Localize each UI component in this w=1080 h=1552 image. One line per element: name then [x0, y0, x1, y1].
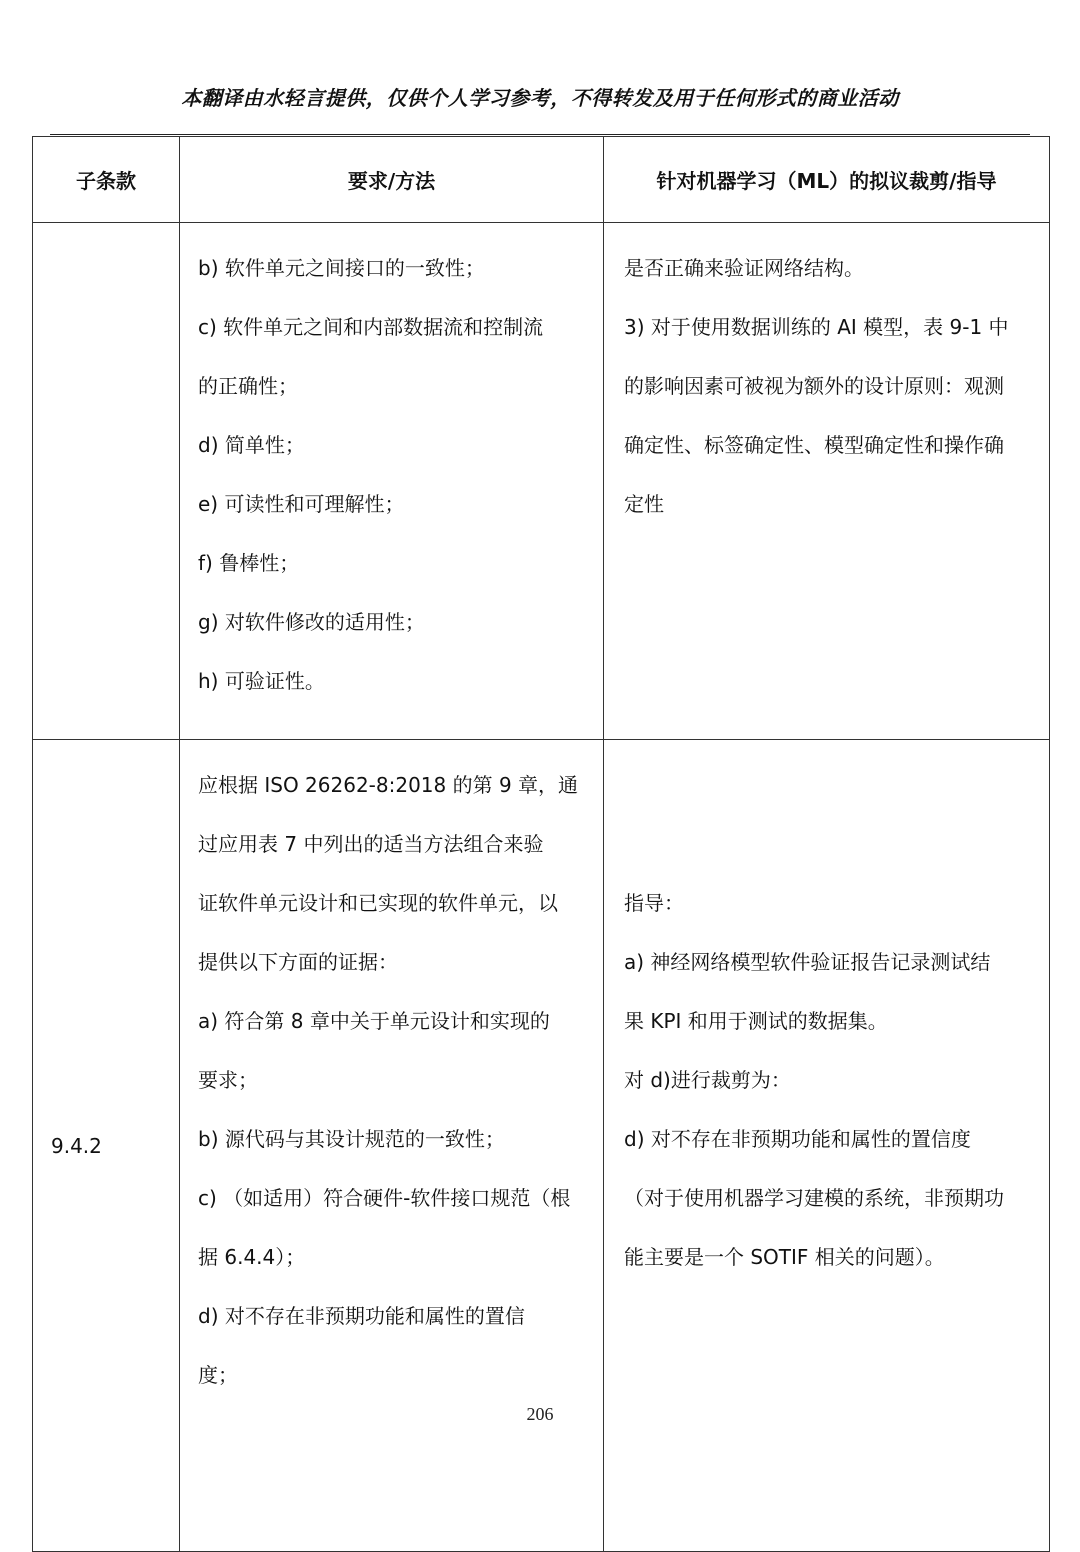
requirement-line: 过应用表 7 中列出的适当方法组合来验 [198, 832, 544, 856]
guidance-line: 果 KPI 和用于测试的数据集。 [624, 1009, 888, 1033]
clause-cell: 9.4.2 [33, 740, 180, 1552]
guidance-line: 的影响因素可被视为额外的设计原则：观测 [624, 374, 1004, 398]
requirement-line: d) 对不存在非预期功能和属性的置信 [198, 1304, 525, 1328]
table-row [33, 223, 1050, 740]
requirements-table [32, 136, 1050, 1552]
requirement-line: 要求； [198, 1068, 258, 1092]
requirement-line: 度； [198, 1363, 238, 1387]
guidance-cell [604, 740, 1050, 1552]
requirement-line: 证软件单元设计和已实现的软件单元，以 [198, 891, 558, 915]
requirement-line: g) 对软件修改的适用性； [198, 610, 425, 634]
requirement-line: b) 源代码与其设计规范的一致性； [198, 1127, 505, 1151]
guidance-line: 能主要是一个 SOTIF 相关的问题）。 [624, 1245, 945, 1269]
guidance-line: a) 神经网络模型软件验证报告记录测试结 [624, 950, 991, 974]
guidance-line: （对于使用机器学习建模的系统，非预期功 [624, 1186, 1004, 1210]
requirement-line: h) 可验证性。 [198, 669, 325, 693]
guidance-line: 是否正确来验证网络结构。 [624, 256, 864, 280]
requirement-cell [180, 740, 604, 1552]
requirement-line: d) 简单性； [198, 433, 305, 457]
header-guidance: 针对机器学习（ML）的拟议裁剪/指导 [604, 137, 1050, 223]
requirement-line: 应根据 ISO 26262-8:2018 的第 9 章，通 [198, 773, 579, 797]
requirement-line: a) 符合第 8 章中关于单元设计和实现的 [198, 1009, 550, 1033]
table-header-row [33, 137, 1050, 223]
requirement-line: c) 软件单元之间和内部数据流和控制流 [198, 315, 544, 339]
requirement-line: 据 6.4.4）； [198, 1245, 306, 1269]
requirement-line: b) 软件单元之间接口的一致性； [198, 256, 485, 280]
guidance-line: 3) 对于使用数据训练的 AI 模型，表 9-1 中 [624, 315, 1009, 339]
table-row [33, 740, 1050, 1552]
header-rule [50, 134, 1030, 135]
guidance-line: 确定性、标签确定性、模型确定性和操作确 [624, 433, 1004, 457]
page-number: 206 [526, 1404, 554, 1424]
requirement-cell [180, 223, 604, 740]
clause-cell [33, 223, 180, 740]
header-clause: 子条款 [33, 137, 180, 223]
guidance-line: 对 d)进行裁剪为： [624, 1068, 791, 1092]
requirement-line: c) （如适用）符合硬件-软件接口规范（根 [198, 1186, 571, 1210]
header-requirement: 要求/方法 [180, 137, 604, 223]
requirement-line: e) 可读性和可理解性； [198, 492, 405, 516]
requirement-line: 的正确性； [198, 374, 298, 398]
guidance-line: 指导： [624, 891, 684, 915]
requirement-line: 提供以下方面的证据： [198, 950, 398, 974]
header-disclaimer: 本翻译由水轻言提供，仅供个人学习参考，不得转发及用于任何形式的商业活动 [181, 86, 899, 110]
guidance-cell [604, 223, 1050, 740]
requirement-line: f) 鲁棒性； [198, 551, 300, 575]
guidance-line: d) 对不存在非预期功能和属性的置信度 [624, 1127, 971, 1151]
guidance-line: 定性 [624, 492, 664, 516]
